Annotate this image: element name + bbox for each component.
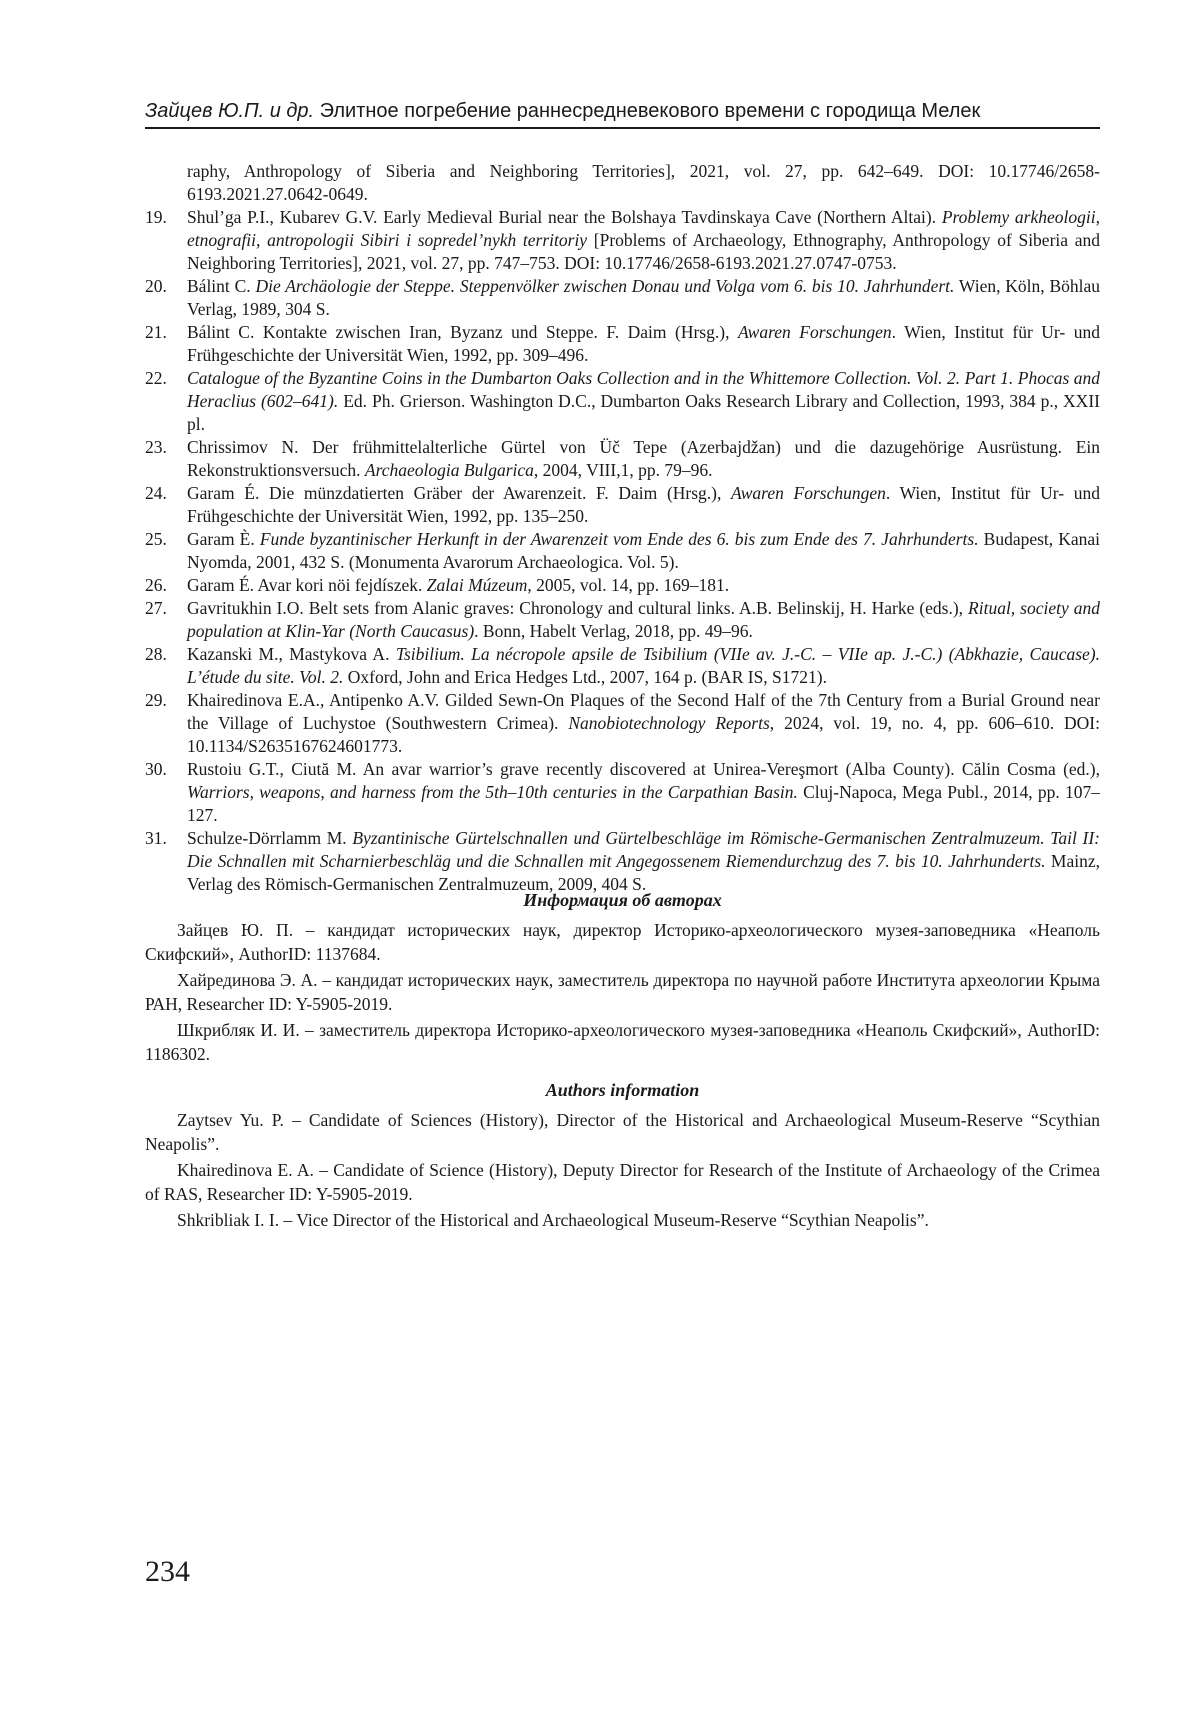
- reference-text-post: Ed. Ph. Grierson. Washington D.C., Dumbarton Oaks Research Library and Collection, 1993, 384 p., XXII pl.: [187, 391, 1100, 434]
- reference-text-italic: Ritual, society and population at Klin-Yar (North Caucasus): [187, 598, 1100, 641]
- header-authors: Зайцев Ю.П. и др.: [145, 100, 315, 122]
- reference-number: 27.: [145, 598, 167, 618]
- author-en-paragraph: Zaytsev Yu. P. – Candidate of Sciences (History), Director of the Historical and Archaeological Museum-Reserve “Scythian Neapolis”.: [145, 1110, 1100, 1154]
- reference-item: [145, 482, 1100, 528]
- reference-text-post: Mainz, Verlag des Römisch-Germanischen Zentralmuzeum, 2009, 404 S.: [187, 851, 1100, 894]
- reference-number: 22.: [145, 368, 167, 388]
- reference-text-pre: Garam È.: [187, 529, 260, 549]
- reference-text-italic: Funde byzantinischer Herkunft in der Awarenzeit vom Ende des 6. bis zum Ende des 7. Jahrhunderts.: [259, 529, 979, 549]
- reference-text-italic: Archaeologia Bulgarica: [364, 460, 534, 480]
- reference-item: [145, 689, 1100, 758]
- reference-text: [187, 528, 1100, 574]
- reference-item: [145, 436, 1100, 482]
- reference-text-pre: Schulze-Dörrlamm M.: [187, 828, 353, 848]
- reference-item: [145, 206, 1100, 275]
- reference-text-pre: Shul’ga P.I., Kubarev G.V. Early Medieval Burial near the Bolshaya Tavdinskaya Cave (Northern Altai).: [187, 207, 942, 227]
- author-en-paragraph: Shkribliak I. I. – Vice Director of the Historical and Archaeological Museum-Reserve “Scythian Neapolis”.: [177, 1210, 929, 1230]
- reference-text: [187, 758, 1100, 827]
- reference-text-post: Budapest, Kanai Nyomda, 2001, 432 S. (Monumenta Avarorum Archaeologica. Vol. 5).: [187, 529, 1101, 572]
- reference-text: [187, 275, 1100, 321]
- reference-text-italic: Problemy arkheologii, etnografii, antropologii Sibiri i sopredel’nykh territoriy: [187, 207, 1100, 250]
- reference-number: 25.: [145, 529, 167, 549]
- reference-number: 26.: [145, 575, 167, 595]
- reference-text-pre: Chrissimov N. Der frühmittelalterliche Gürtel von Üč Tepe (Azerbajdžan) und die dazugehörige Ausrüstung. Ein Rekonstruktionsversuch.: [187, 437, 1100, 480]
- reference-item: [145, 597, 1100, 643]
- reference-item: [145, 367, 1100, 436]
- reference-item: [145, 574, 1100, 597]
- authors-ru-title: Информация об авторах: [523, 890, 722, 910]
- reference-number: 21.: [145, 322, 167, 342]
- reference-number: 19.: [145, 207, 167, 227]
- reference-text: [187, 689, 1100, 758]
- reference-number: 20.: [145, 276, 167, 296]
- reference-text-post: . Bonn, Habelt Verlag, 2018, pp. 49–96.: [474, 621, 753, 641]
- reference-text-pre: Garam É. Avar kori nöi fejdíszek.: [187, 575, 427, 595]
- reference-text: [187, 574, 1100, 597]
- reference-text-italic: Tsibilium. La nécropole apsile de Tsibilium (VIIe av. J.-C. – VIIe ap. J.-C.) (Abkhazie, Caucase). L’étude du site. Vol. 2.: [187, 644, 1100, 687]
- authors-en-section: [145, 1108, 1100, 1234]
- reference-text-italic: Nanobiotechnology Reports: [568, 713, 770, 733]
- reference-text-post: , 2024, vol. 19, no. 4, pp. 606–610. DOI: 10.1134/S2635167624601773.: [187, 713, 1100, 756]
- reference-list: [145, 160, 1100, 896]
- reference-number: 29.: [145, 690, 167, 710]
- reference-number: 24.: [145, 483, 167, 503]
- reference-text-post: Wien, Köln, Böhlau Verlag, 1989, 304 S.: [187, 276, 1101, 319]
- reference-text-pre: Garam É. Die münzdatierten Gräber der Awarenzeit. F. Daim (Hrsg.),: [187, 483, 732, 503]
- reference-items: [145, 206, 1100, 896]
- reference-text: [187, 436, 1100, 482]
- reference-text-italic: Die Archäologie der Steppe. Steppenvölker zwischen Donau und Volga vom 6. bis 10. Jahrhundert.: [255, 276, 955, 296]
- reference-item: [145, 758, 1100, 827]
- reference-text: [187, 367, 1100, 436]
- page-number: 234: [145, 1555, 190, 1588]
- reference-number: 30.: [145, 759, 167, 779]
- reference-text-post: . Wien, Institut für Ur- und Frühgeschichte der Universität Wien, 1992, pp. 309–496.: [187, 322, 1100, 365]
- authors-en-title: Authors information: [545, 1080, 700, 1100]
- reference-item: [145, 643, 1100, 689]
- reference-text-italic: Awaren Forschungen: [731, 483, 886, 503]
- author-en-paragraph: Khairedinova E. A. – Candidate of Science (History), Deputy Director for Research of the Institute of Archaeology of the Crimea of RAS, Researcher ID: Y-5905-2019.: [145, 1160, 1100, 1204]
- reference-text: [187, 597, 1100, 643]
- author-ru-paragraph: Шкрибляк И. И. – заместитель директора Историко-археологического музея-заповедника «Неаполь Скифский», AuthorID: 1186302.: [145, 1020, 1100, 1064]
- reference-text-post: , 2004, VIII,1, pp. 79–96.: [533, 460, 713, 480]
- reference-text-pre: Bálint C. Kontakte zwischen Iran, Byzanz und Steppe. F. Daim (Hrsg.),: [187, 322, 738, 342]
- reference-text-italic: Zalai Múzeum: [426, 575, 528, 595]
- reference-text-post: , 2005, vol. 14, pp. 169–181.: [527, 575, 730, 595]
- reference-number: 31.: [145, 828, 167, 848]
- reference-text: [187, 206, 1100, 275]
- reference-text-pre: Kazanski M., Mastykova A.: [187, 644, 396, 664]
- reference-text-italic: Awaren Forschungen: [737, 322, 892, 342]
- reference-text: [187, 827, 1100, 896]
- reference-text-post: [Problems of Archaeology, Ethnography, Anthropology of Siberia and Neighboring Territories], 2021, vol. 27, pp. 747–753. DOI: 10.17746/2658-6193.2021.27.0747-0753.: [187, 230, 1100, 273]
- reference-text: [187, 482, 1100, 528]
- reference-text: [187, 321, 1100, 367]
- reference-text-post: . Wien, Institut für Ur- und Frühgeschichte der Universität Wien, 1992, pp. 135–250.: [187, 483, 1100, 526]
- author-ru-paragraph: Зайцев Ю. П. – кандидат исторических наук, директор Историко-археологического музея-заповедника «Неаполь Скифский», AuthorID: 1137684.: [145, 920, 1100, 964]
- authors-ru-section: [145, 918, 1100, 1068]
- reference-continuation: raphy, Anthropology of Siberia and Neighboring Territories], 2021, vol. 27, pp. 642–649. DOI: 10.17746/2658-6193.2021.27.0642-0649.: [187, 161, 1100, 204]
- header-title: Элитное погребение раннесредневекового времени с городища Мелек: [319, 100, 981, 122]
- reference-number: 23.: [145, 437, 167, 457]
- reference-text: [187, 643, 1100, 689]
- reference-item: [145, 321, 1100, 367]
- reference-text-post: Cluj-Napoca, Mega Publ., 2014, pp. 107–127.: [187, 782, 1100, 825]
- reference-text-pre: Rustoiu G.T., Ciută M. An avar warrior’s grave recently discovered at Unirea-Vereşmort (Alba County). Călin Cosma (ed.),: [187, 759, 1100, 779]
- running-header: [145, 98, 1100, 129]
- reference-text-italic: Warriors, weapons, and harness from the 5th–10th centuries in the Carpathian Basin.: [187, 782, 798, 802]
- reference-text-pre: Gavritukhin I.O. Belt sets from Alanic graves: Chronology and cultural links. A.B. Belinskij, H. Harke (eds.),: [187, 598, 969, 618]
- reference-item: [145, 275, 1100, 321]
- reference-item: [145, 827, 1100, 896]
- reference-text-italic: Byzantinische Gürtelschnallen und Gürtelbeschläge im Römische-Germanischen Zentralmuzeum. Tail II: Die Schnallen mit Scharnierbeschläg und die Schnallen mit Angegossenem Riemendurchzug des 7. bis 10. Jahrhunderts.: [187, 828, 1101, 871]
- reference-text-pre: Khairedinova E.A., Antipenko A.V. Gilded Sewn-On Plaques of the Second Half of the 7th Century from a Burial Ground near the Village of Luchystoe (Southwestern Crimea).: [187, 690, 1100, 733]
- reference-number: 28.: [145, 644, 167, 664]
- reference-text-italic: Catalogue of the Byzantine Coins in the Dumbarton Oaks Collection and in the Whittemore Collection. Vol. 2. Part 1. Phocas and Heraclius (602–641).: [187, 368, 1100, 411]
- reference-item: [145, 528, 1100, 574]
- reference-text-pre: Bálint C.: [187, 276, 256, 296]
- author-ru-paragraph: Хайрединова Э. А. – кандидат исторических наук, заместитель директора по научной работе Института археологии Крыма РАН, Researcher ID: Y-5905-2019.: [145, 970, 1100, 1014]
- reference-text-post: Oxford, John and Erica Hedges Ltd., 2007, 164 p. (BAR IS, S1721).: [343, 667, 827, 687]
